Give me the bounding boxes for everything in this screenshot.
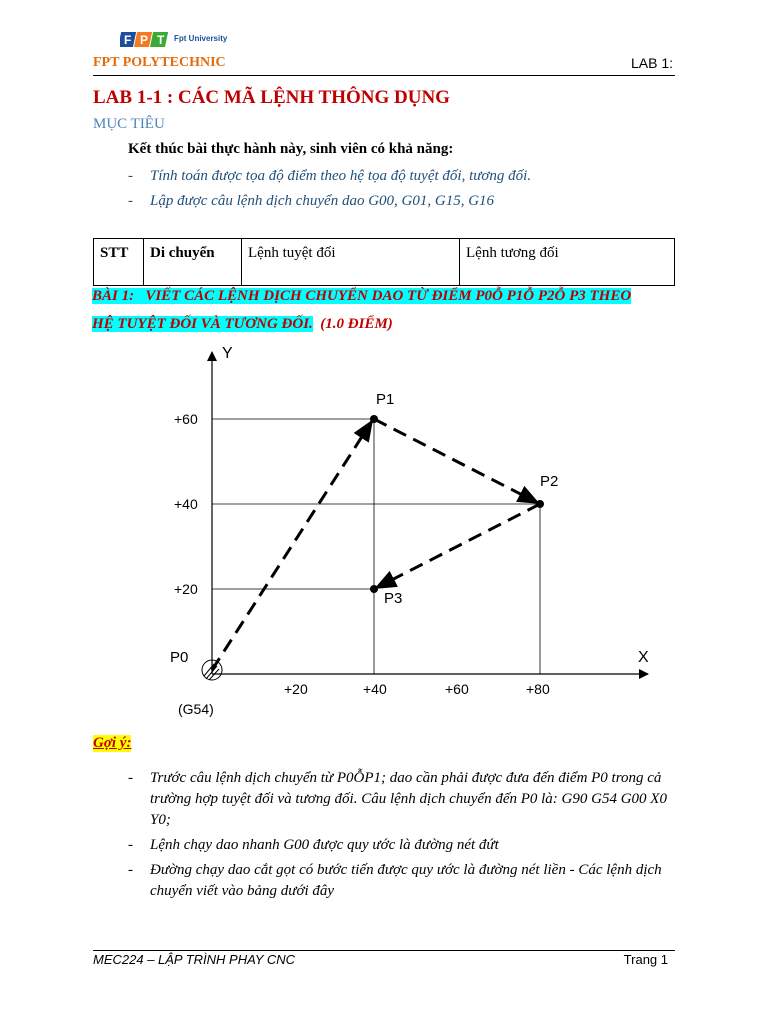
hint-text: Trước câu lệnh dịch chuyển từ P0ỖP1; dao cần phải được đưa đến điểm P0 trong cả trường hợp tuyệt đối và tương đối. Câu lệnh dịch chuyển đến P0 là: G90 G54 G00 X0 Y0; — [150, 770, 667, 828]
y-axis-label: Y — [222, 345, 233, 362]
path-segment-p0-p1 — [212, 421, 372, 670]
objective-item: - Tính toán được tọa độ điểm theo hệ tọa độ tuyệt đối, tương đối. — [128, 168, 532, 184]
logo-subtitle: Fpt University — [174, 34, 228, 43]
exercise-text-1: VIẾT CÁC LỆNH DỊCH CHUYỂN DAO TỪ ĐIỂM P0Ỗ P1Ỗ P2Ỗ P3 THEO — [145, 288, 632, 304]
hint-text: Lệnh chạy dao nhanh G00 được quy ước là đường nét đứt — [150, 837, 499, 853]
point-p1 — [370, 415, 378, 423]
x-tick-label: +20 — [284, 681, 308, 697]
objective-item: - Lập được câu lệnh dịch chuyển dao G00, G01, G15, G16 — [128, 193, 495, 209]
footer-page-number: Trang 1 — [623, 952, 668, 967]
point-p2 — [536, 500, 544, 508]
footer-divider — [93, 950, 675, 951]
list-item: - Lệnh chạy dao nhanh G00 được quy ước là đường nét đứt — [128, 837, 499, 853]
exercise-points: (1.0 ĐIỂM) — [320, 316, 393, 332]
point-label-p1: P1 — [376, 391, 395, 408]
y-tick-label: +60 — [174, 411, 198, 427]
x-tick-label: +40 — [363, 681, 387, 697]
origin-label: P0 — [170, 649, 189, 666]
origin-code: (G54) — [178, 701, 214, 717]
x-axis-label: X — [638, 649, 649, 666]
exercise-label: BÀI 1: — [92, 288, 135, 304]
path-segment-p2-p3 — [376, 504, 540, 588]
hint-text: Đường chạy dao cắt gọt có bước tiến được quy ước là đường nét liền - Các lệnh dịch chuyển viết vào bảng dưới đây — [150, 862, 662, 899]
objective-heading: MỤC TIÊU — [93, 116, 165, 132]
path-segment-p1-p2 — [374, 419, 538, 503]
objective-item-text: Tính toán được tọa độ điểm theo hệ tọa độ tuyệt đối, tương đối. — [150, 168, 532, 184]
objective-intro: Kết thúc bài thực hành này, sinh viên có khả năng: — [128, 141, 454, 157]
y-tick-label: +20 — [174, 581, 198, 597]
hint-title: Gợi ý: — [93, 735, 132, 751]
svg-text:T: T — [157, 33, 165, 47]
table-header-absolute: Lệnh tuyệt đối — [242, 239, 460, 286]
point-label-p3: P3 — [384, 590, 403, 607]
exercise-text-2: HỆ TUYỆT ĐỐI VÀ TƯƠNG ĐỐI. — [92, 316, 313, 332]
y-tick-label: +40 — [174, 496, 198, 512]
point-p3 — [370, 585, 378, 593]
x-tick-label: +60 — [445, 681, 469, 697]
svg-text:P: P — [140, 33, 149, 47]
table-header-stt: STT — [94, 239, 144, 286]
footer-course: MEC224 – LẬP TRÌNH PHAY CNC — [93, 952, 296, 967]
x-tick-label: +80 — [526, 681, 550, 697]
table-header-relative: Lệnh tương đối — [460, 239, 675, 286]
hint-list — [128, 768, 683, 906]
brand-name: FPT POLYTECHNIC — [93, 55, 226, 70]
list-item: - Đường chạy dao cắt gọt có bước tiến được quy ước là đường nét liền - Các lệnh dịch chuyển viết vào bảng dưới đây — [128, 862, 662, 899]
list-item: - Trước câu lệnh dịch chuyển từ P0ỖP1; dao cần phải được đưa đến điểm P0 trong cả trường hợp tuyệt đối và tương đối. Câu lệnh dịch chuyển đến P0 là: G90 G54 G00 X0 Y0; — [128, 770, 667, 828]
page-title: LAB 1-1 : CÁC MÃ LỆNH THÔNG DỤNG — [93, 87, 450, 108]
table-header-move: Di chuyển — [144, 239, 242, 286]
objective-item-text: Lập được câu lệnh dịch chuyển dao G00, G01, G15, G16 — [150, 193, 495, 209]
point-label-p2: P2 — [540, 473, 559, 490]
lab-number: LAB 1: — [630, 55, 673, 71]
svg-text:F: F — [124, 33, 132, 47]
